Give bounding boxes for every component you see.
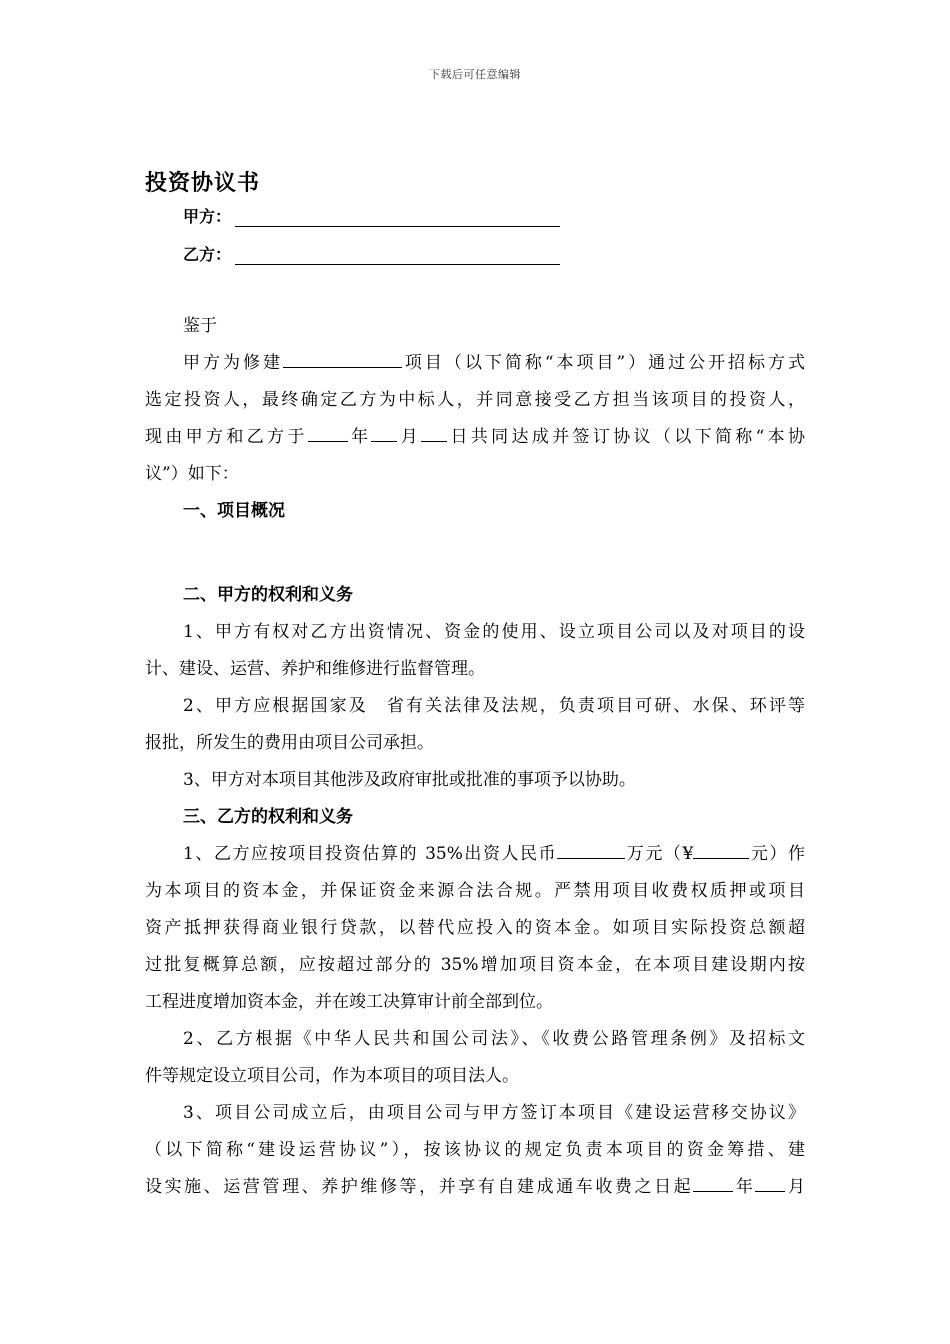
paragraph-text: 计、建设、运营、养护和维修进行监督管理。 bbox=[145, 659, 485, 679]
section-3-heading bbox=[145, 799, 805, 836]
party-a-label: 甲方： bbox=[183, 207, 232, 226]
section-3-p2-line-1 bbox=[145, 1021, 805, 1058]
paragraph-text: 报批，所发生的费用由项目公司承担。 bbox=[145, 733, 434, 753]
amount-wan-blank[interactable] bbox=[557, 838, 625, 859]
paragraph-text: 万元（¥ bbox=[625, 844, 694, 864]
term-month-blank[interactable] bbox=[755, 1171, 785, 1192]
section-2-p1-line-2 bbox=[145, 651, 805, 688]
section-2-p3-line-1 bbox=[145, 762, 805, 799]
paragraph-text: 资产抵押获得商业银行贷款，以替代应投入的资本金。如项目实际投资总额超 bbox=[145, 918, 805, 938]
section-3-p2-line-2 bbox=[145, 1058, 805, 1095]
preamble-text: 甲方为修建 bbox=[183, 353, 283, 373]
year-blank[interactable] bbox=[308, 421, 348, 442]
section-3-p1-line-5 bbox=[145, 984, 805, 1021]
whereas-text: 鉴于 bbox=[183, 316, 217, 336]
paragraph-text: 工程进度增加资本金，并在竣工决算审计前全部到位。 bbox=[145, 992, 553, 1012]
paragraph-text: 2、甲方应根据国家及 省有关法律及法规，负责项目可研、水保、环评等 bbox=[183, 696, 805, 716]
section-2-p2-line-1 bbox=[145, 688, 805, 725]
party-a-line bbox=[183, 204, 560, 227]
section-3-p1-line-3 bbox=[145, 910, 805, 947]
paragraph-text: 1、甲方有权对乙方出资情况、资金的使用、设立项目公司以及对项目的设 bbox=[183, 622, 805, 642]
whereas-line bbox=[145, 308, 805, 345]
preamble-line-3 bbox=[145, 419, 805, 456]
preamble-text: 日共同达成并签订协议（以下简称“本协 bbox=[447, 427, 805, 447]
section-2-p2-line-2 bbox=[145, 725, 805, 762]
section-2-p1-line-1 bbox=[145, 614, 805, 651]
preamble-line-4 bbox=[145, 456, 805, 493]
amount-yuan-blank[interactable] bbox=[693, 838, 749, 859]
heading-text: 三、乙方的权利和义务 bbox=[183, 807, 353, 827]
party-b-label: 乙方： bbox=[183, 245, 232, 264]
paragraph-text: 为本项目的资本金，并保证资金来源合法合规。严禁用项目收费权质押或项目 bbox=[145, 881, 805, 901]
section-3-p3-line-1 bbox=[145, 1095, 805, 1132]
preamble-line-1 bbox=[145, 345, 805, 382]
term-year-blank[interactable] bbox=[693, 1171, 733, 1192]
watermark-text: 下载后可任意编辑 bbox=[429, 68, 521, 81]
preamble-text: 项目（以下简称“本项目”）通过公开招标方式 bbox=[401, 353, 806, 373]
section-2-heading bbox=[145, 577, 805, 614]
day-blank[interactable] bbox=[421, 421, 447, 442]
preamble-text: 选定投资人，最终确定乙方为中标人，并同意接受乙方担当该项目的投资人， bbox=[145, 390, 805, 410]
paragraph-text: 件等规定设立项目公司，作为本项目的项目法人。 bbox=[145, 1066, 519, 1086]
paragraph-text: 3、甲方对本项目其他涉及政府审批或批准的事项予以协助。 bbox=[183, 770, 636, 790]
preamble-line-2 bbox=[145, 382, 805, 419]
preamble bbox=[145, 308, 805, 530]
heading-text: 一、项目概况 bbox=[183, 501, 285, 521]
preamble-text: 月 bbox=[397, 427, 422, 447]
section-3-p1-line-4 bbox=[145, 947, 805, 984]
paragraph-text: 过批复概算总额，应按超过部分的 35%增加项目资本金，在本项目建设期内按 bbox=[145, 955, 805, 975]
party-b-blank[interactable] bbox=[235, 246, 560, 265]
paragraph-text: 年 bbox=[733, 1177, 756, 1197]
party-a-blank[interactable] bbox=[235, 208, 560, 227]
paragraph-text: 2、乙方根据《中华人民共和国公司法》、《收费公路管理条例》及招标文 bbox=[183, 1029, 805, 1049]
section-1-heading bbox=[145, 493, 805, 530]
paragraph-text: 元）作 bbox=[749, 844, 805, 864]
paragraph-text: 月 bbox=[785, 1177, 806, 1197]
preamble-text: 现由甲方和乙方于 bbox=[145, 427, 308, 447]
section-3-p1-line-1 bbox=[145, 836, 805, 873]
section-2 bbox=[145, 577, 805, 1206]
section-3-p1-line-2 bbox=[145, 873, 805, 910]
paragraph-text: 设实施、运营管理、养护维修等，并享有自建成通车收费之日起 bbox=[145, 1177, 694, 1197]
month-blank[interactable] bbox=[371, 421, 397, 442]
section-3-p3-line-2 bbox=[145, 1132, 805, 1169]
paragraph-text: 3、项目公司成立后，由项目公司与甲方签订本项目《建设运营移交协议》 bbox=[183, 1103, 805, 1123]
preamble-text: 议”）如下： bbox=[145, 464, 239, 484]
heading-text: 二、甲方的权利和义务 bbox=[183, 585, 353, 605]
project-name-blank[interactable] bbox=[283, 347, 402, 368]
preamble-text: 年 bbox=[347, 427, 372, 447]
document-title: 投资协议书 bbox=[145, 171, 261, 196]
paragraph-text: 1、乙方应按项目投资估算的 35%出资人民币 bbox=[183, 844, 558, 864]
party-b-line bbox=[183, 242, 560, 265]
section-3-p3-line-3 bbox=[145, 1169, 805, 1206]
paragraph-text: （以下简称“建设运营协议”），按该协议的规定负责本项目的资金筹措、建 bbox=[145, 1140, 805, 1160]
